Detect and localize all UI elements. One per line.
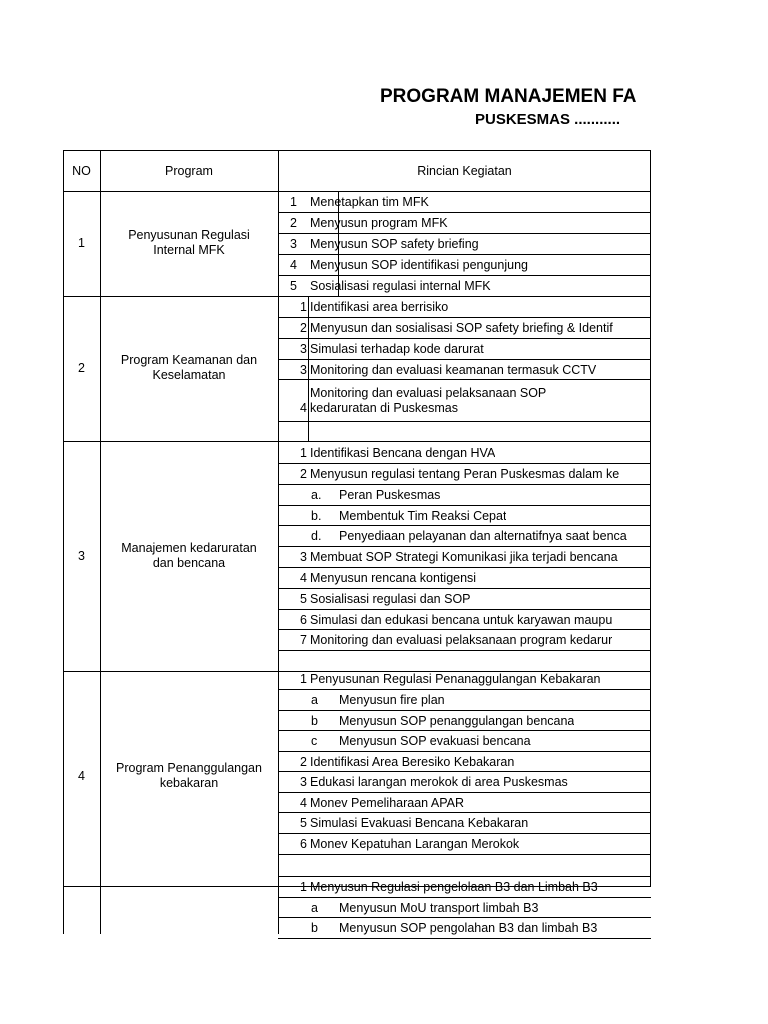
row-divider: [278, 897, 651, 898]
row-divider: [278, 771, 651, 772]
row-divider: [278, 629, 651, 630]
row-divider: [278, 567, 651, 568]
row-divider: [278, 254, 651, 255]
activity-text: Monev Kepatuhan Larangan Merokok: [310, 837, 520, 851]
row-divider: [278, 275, 651, 276]
row-divider: [278, 505, 651, 506]
activity-text: Membentuk Tim Reaksi Cepat: [339, 508, 507, 523]
header-rincian: Rincian Kegiatan: [417, 164, 512, 178]
activity-number: 5: [300, 816, 307, 830]
section-program: Manajemen kedaruratan dan bencana: [121, 540, 257, 570]
activity-number: 3: [300, 362, 307, 377]
activity-number: 1: [300, 672, 307, 686]
row-divider: [278, 338, 651, 339]
activity-text: Menyusun program MFK: [310, 216, 448, 230]
activity-text: Identifikasi Area Beresiko Kebakaran: [310, 754, 515, 769]
left-border: [63, 876, 64, 934]
program-column-border: [100, 296, 101, 441]
program-column-border: [100, 442, 101, 671]
section-no: 1: [78, 235, 85, 250]
activity-text: Simulasi dan edukasi bencana untuk karyawan maupu: [310, 612, 613, 627]
activity-number: 3: [300, 342, 307, 356]
left-border: [63, 296, 64, 441]
activity-text: Menyusun dan sosialisasi SOP safety briefing & Identif: [310, 321, 613, 335]
activity-number: b: [311, 921, 318, 935]
row-divider: [278, 650, 651, 651]
activity-text: Penyediaan pelayanan dan alternatifnya saat benca: [339, 529, 627, 543]
program-column-border: [100, 668, 101, 886]
activity-text: Menyusun SOP penanggulangan bencana: [339, 713, 575, 728]
row-divider: [278, 710, 651, 711]
header-no: NO: [72, 164, 91, 178]
program-column-border: [100, 876, 101, 934]
activity-number: 2: [300, 754, 307, 769]
row-divider: [278, 751, 651, 752]
activity-text: Monitoring dan evaluasi pelaksanaan SOP kedaruratan di Puskesmas: [310, 386, 547, 415]
row-divider: [278, 379, 651, 380]
activity-number: 4: [300, 401, 307, 415]
activity-number: 3: [300, 775, 307, 789]
activity-text: Menetapkan tim MFK: [310, 195, 429, 209]
activity-text: Menyusun regulasi tentang Peran Puskesmas dalam ke: [310, 467, 620, 481]
activity-number: 2: [300, 321, 307, 335]
left-border: [63, 668, 64, 886]
activity-number: 4: [290, 258, 297, 272]
row-divider: [278, 525, 651, 526]
activity-text: Edukasi larangan merokok di area Puskesmas: [310, 775, 568, 789]
activity-text: Menyusun SOP safety briefing: [310, 237, 479, 251]
row-divider: [278, 421, 651, 422]
section-no: 4: [78, 769, 85, 783]
activity-number: 3: [300, 550, 307, 564]
activity-number: 2: [290, 216, 297, 230]
row-divider: [278, 317, 651, 318]
activity-number: a: [311, 900, 318, 915]
row-divider: [278, 938, 651, 939]
activity-text: Menyusun SOP pengolahan B3 dan limbah B3: [339, 921, 598, 935]
activity-text: Simulasi Evakuasi Bencana Kebakaran: [310, 816, 529, 830]
activity-number: b.: [311, 508, 322, 523]
activity-text: Peran Puskesmas: [339, 488, 441, 502]
program-column-border: [100, 150, 101, 191]
section-bottom-border: [63, 296, 651, 297]
right-border: [650, 150, 651, 191]
left-border: [63, 442, 64, 671]
section-bottom-border: [63, 441, 651, 442]
activity-number: a: [311, 693, 318, 707]
activity-text: Identifikasi Bencana dengan HVA: [310, 446, 496, 460]
header-program: Program: [165, 164, 213, 178]
header-bottom-border: [63, 191, 651, 192]
activity-text: Sosialisasi regulasi dan SOP: [310, 592, 471, 606]
row-divider: [278, 917, 651, 918]
activity-text: Monitoring dan evaluasi pelaksanaan program kedarur: [310, 633, 613, 647]
document-title: PROGRAM MANAJEMEN FA: [380, 86, 637, 107]
activity-number: 4: [300, 795, 307, 810]
activity-number: 1: [290, 195, 297, 209]
activity-number: 3: [290, 237, 297, 251]
activity-text: Identifikasi area berrisiko: [310, 300, 449, 314]
row-divider: [278, 792, 651, 793]
section-program: Program Keamanan dan Keselamatan: [120, 352, 258, 382]
row-divider: [278, 546, 651, 547]
activity-number: d.: [311, 529, 322, 543]
activity-number: 7: [300, 633, 307, 647]
activity-text: Sosialisasi regulasi internal MFK: [310, 279, 491, 293]
section-no: 3: [78, 548, 85, 563]
activity-number: 1: [300, 880, 307, 894]
activity-text: Menyusun Regulasi pengelolaan B3 dan Limbah B3: [310, 880, 598, 894]
program-column-border: [100, 191, 101, 296]
activity-text: Penyusunan Regulasi Penanaggulangan Kebakaran: [310, 672, 601, 686]
activity-text: Menyusun SOP identifikasi pengunjung: [310, 258, 528, 272]
table-top-border: [63, 150, 651, 151]
row-divider: [278, 854, 651, 855]
section-program: Penyusunan Regulasi Internal MFK: [128, 227, 250, 257]
right-border: [650, 191, 651, 296]
activity-number: 5: [290, 279, 297, 293]
row-divider: [278, 689, 651, 690]
row-divider: [278, 730, 651, 731]
document-subtitle: PUSKESMAS ...........: [475, 111, 621, 128]
activity-number: 5: [300, 592, 307, 606]
activity-number: 6: [300, 837, 307, 851]
rincian-column-border: [278, 150, 279, 191]
rincian-column-border: [278, 191, 279, 296]
activity-number: 6: [300, 612, 307, 627]
activity-number: a.: [311, 488, 322, 502]
activity-number: 1: [300, 446, 307, 460]
section-program: Program Penanggulangan kebakaran: [116, 761, 262, 790]
row-divider: [278, 484, 651, 485]
activity-text: Menyusun rencana kontigensi: [310, 571, 477, 585]
activity-text: Menyusun MoU transport limbah B3: [339, 900, 539, 915]
activity-number: 2: [300, 467, 307, 481]
activity-text: Membuat SOP Strategi Komunikasi jika terjadi bencana: [310, 550, 618, 564]
activity-number: 1: [300, 300, 307, 314]
activity-text: Monitoring dan evaluasi keamanan termasuk CCTV: [310, 362, 597, 377]
row-divider: [278, 212, 651, 213]
row-divider: [278, 359, 651, 360]
row-divider: [278, 812, 651, 813]
activity-text: Menyusun fire plan: [339, 693, 445, 707]
row-divider: [278, 463, 651, 464]
section-no: 2: [78, 360, 85, 375]
left-border: [63, 191, 64, 296]
row-divider: [278, 588, 651, 589]
activity-number: b: [311, 713, 318, 728]
activity-text: Menyusun SOP evakuasi bencana: [339, 734, 531, 748]
activity-number: 4: [300, 571, 307, 585]
row-divider: [278, 833, 651, 834]
left-border: [63, 150, 64, 191]
activity-text: Monev Pemeliharaan APAR: [310, 795, 465, 810]
activity-text: Simulasi terhadap kode darurat: [310, 342, 484, 356]
activity-number: c: [311, 734, 318, 748]
row-divider: [278, 876, 651, 877]
row-divider: [278, 233, 651, 234]
row-divider: [278, 609, 651, 610]
right-border: [650, 442, 651, 671]
